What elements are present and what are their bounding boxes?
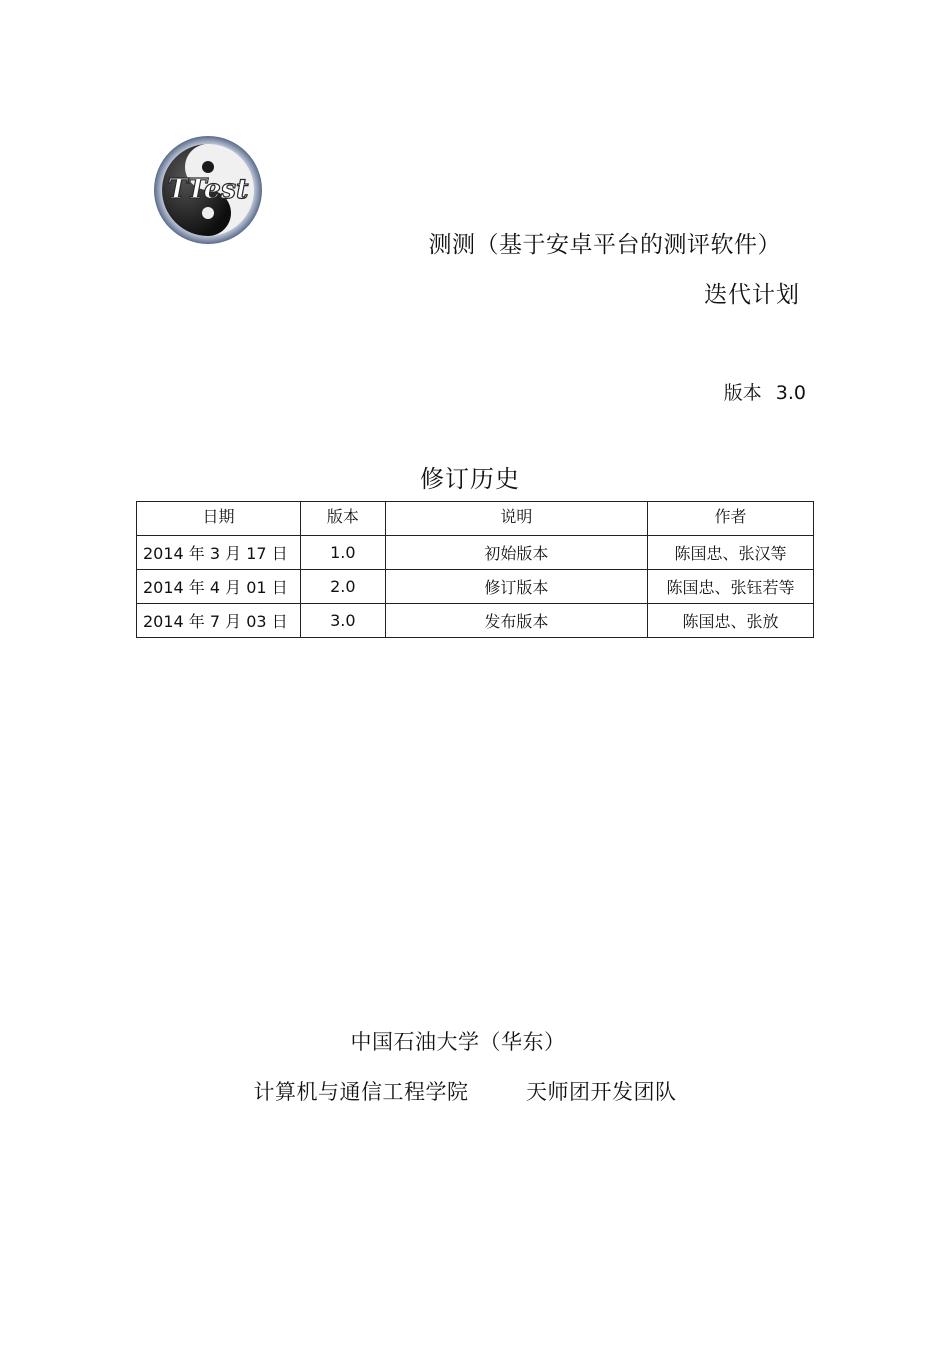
table-header-row <box>137 502 814 536</box>
document-title: 测测（基于安卓平台的测评软件） <box>428 232 781 258</box>
column-header-date: 日期 <box>137 502 301 536</box>
revision-history-table <box>136 501 814 638</box>
school-name: 计算机与通信工程学院 <box>253 1080 469 1104</box>
document-subtitle: 迭代计划 <box>704 282 800 308</box>
cell-version: 3.0 <box>300 604 385 638</box>
revision-history-heading: 修订历史 <box>420 465 520 493</box>
cell-author: 陈国忠、张钰若等 <box>648 570 814 604</box>
cell-version: 1.0 <box>300 536 385 570</box>
column-header-version: 版本 <box>300 502 385 536</box>
version-line <box>0 378 806 405</box>
table-row <box>137 570 814 604</box>
school-and-team <box>0 1076 930 1106</box>
cell-description: 发布版本 <box>385 604 647 638</box>
cell-date: 2014 年 4 月 01 日 <box>137 570 301 604</box>
cell-date: 2014 年 3 月 17 日 <box>137 536 301 570</box>
cell-description: 初始版本 <box>385 536 647 570</box>
column-header-description: 说明 <box>385 502 647 536</box>
logo-wordmark: TTest <box>167 174 249 205</box>
university-name: 中国石油大学（华东） <box>350 1030 566 1054</box>
cell-author: 陈国忠、张放 <box>648 604 814 638</box>
column-header-author: 作者 <box>648 502 814 536</box>
team-name: 天师团开发团队 <box>525 1080 677 1104</box>
cell-author: 陈国忠、张汉等 <box>648 536 814 570</box>
table-row <box>137 604 814 638</box>
cell-version: 2.0 <box>300 570 385 604</box>
table-row <box>137 536 814 570</box>
version-value: 3.0 <box>775 382 806 404</box>
cell-description: 修订版本 <box>385 570 647 604</box>
version-label: 版本 <box>723 382 762 404</box>
cell-date: 2014 年 7 月 03 日 <box>137 604 301 638</box>
